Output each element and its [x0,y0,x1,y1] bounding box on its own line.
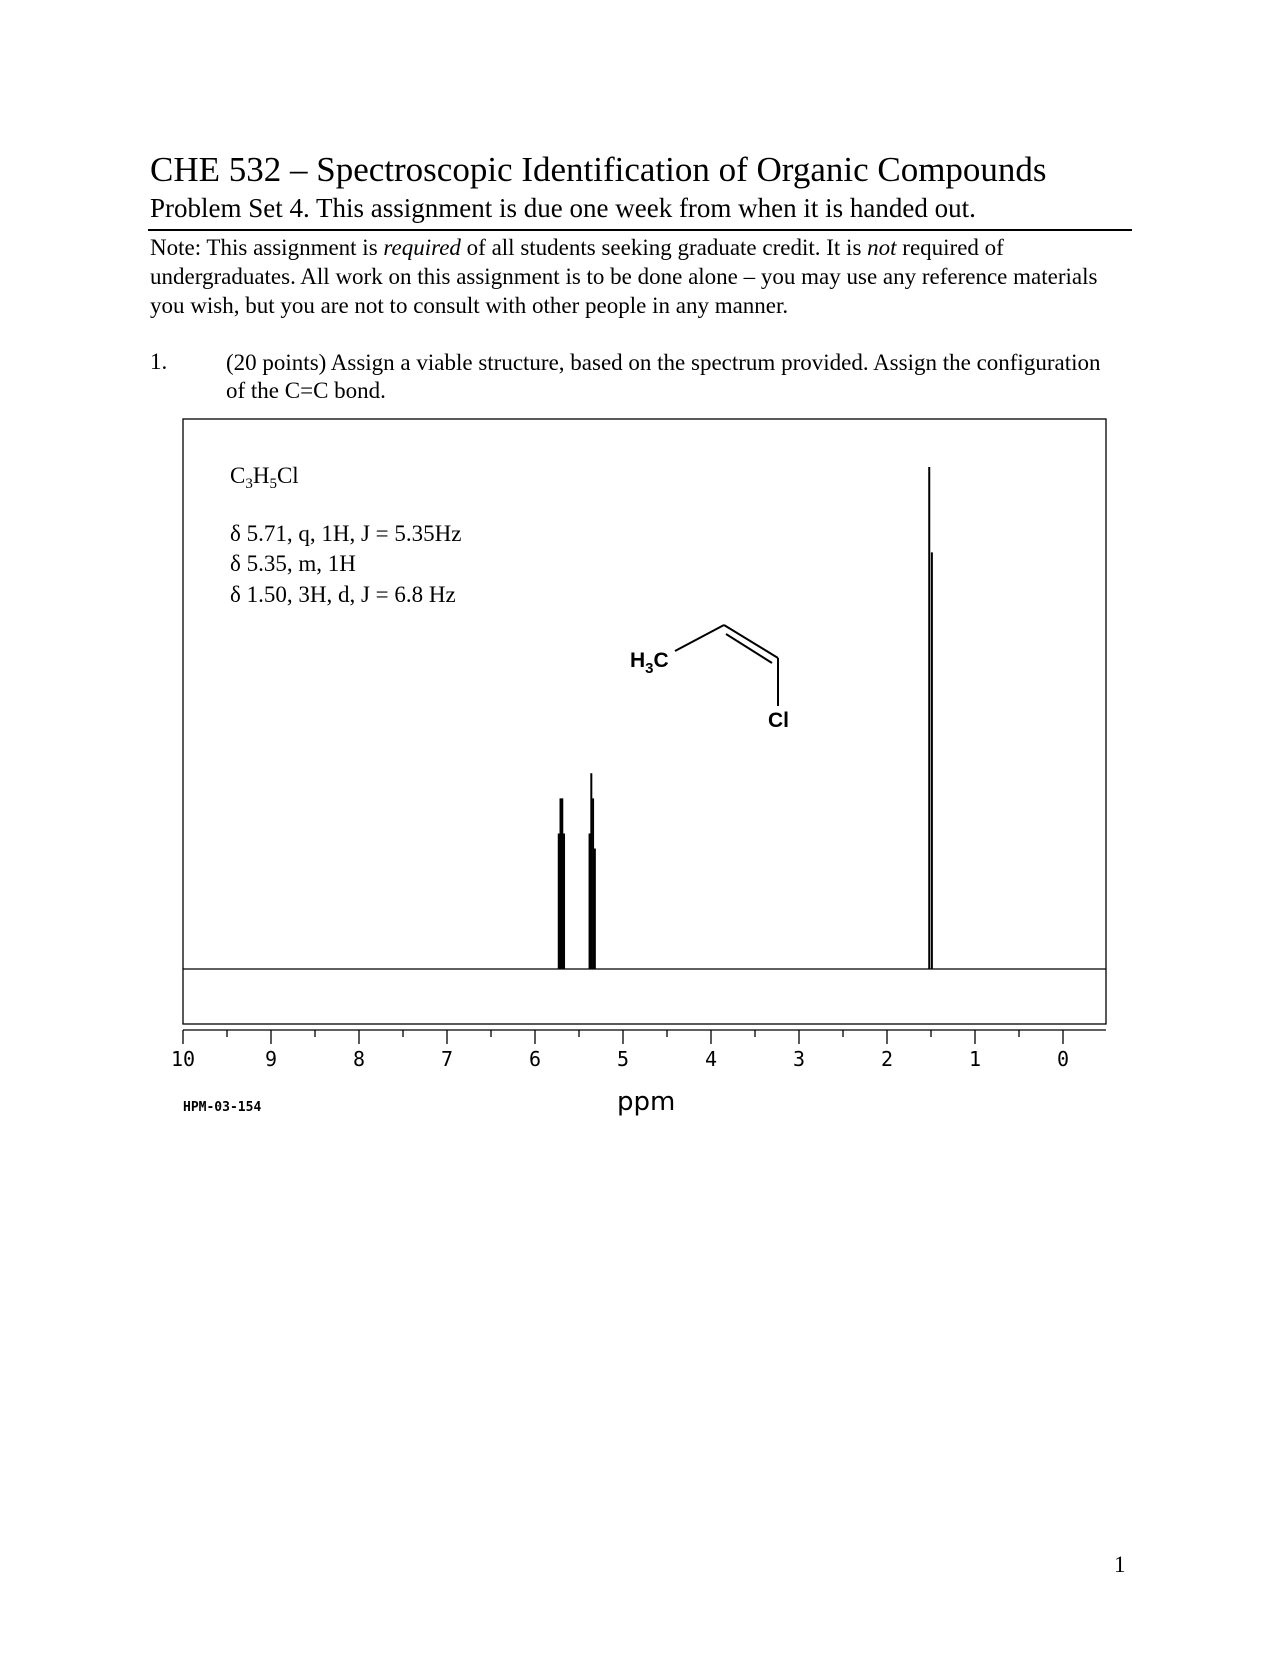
x-tick-label: 6 [528,1047,542,1071]
question-text: (20 points) Assign a viable structure, based on the spectrum provided. Assign the configuration of the C=C bond. [226,350,1101,403]
note-emphasis-not: not [867,235,897,260]
x-tick-label: 10 [170,1047,196,1071]
plot-frame [183,419,1106,1024]
document-subtitle: Problem Set 4. This assignment is due one week from when it is handed out. [150,193,976,223]
spectrum-peaks [559,467,932,969]
molecular-formula: $C_3H_5Cl$ [230,463,299,492]
note-suffix: required of undergraduates. All work on this assignment is to be done alone – you may use any reference materials you wish, but you are not to consult with other people in any manner. [150,235,1098,318]
x-axis-label: ppm [617,1087,676,1117]
x-tick-label: 9 [264,1047,278,1071]
peak-listing-3: δ 1.50, 3H, d, J = 6.8 Hz [230,582,456,607]
sample-id: HPM-03-154 [183,1100,262,1115]
question-number: 1. [150,349,168,374]
page-number: 1 [1114,1552,1126,1577]
x-tick-label: 1 [968,1047,982,1071]
peak-listing-1: δ 5.71, q, 1H, J = 5.35Hz [230,521,462,546]
bond-methyl-vinyl [675,625,724,651]
chloro-label: Cl [768,709,789,732]
note-middle: of all students seeking graduate credit. It is [460,235,868,260]
peak-listing-2: δ 5.35, m, 1H [230,551,356,576]
x-tick-label: 0 [1056,1047,1070,1071]
double-bond-inner [726,634,772,663]
document-title: CHE 532 – Spectroscopic Identification of Organic Compounds [150,150,1047,189]
double-bond-outer [724,625,778,658]
x-tick-label: 7 [440,1047,454,1071]
note-emphasis-required: required [383,235,461,260]
x-axis-ticks [171,1030,1069,1071]
x-tick-label: 4 [704,1047,718,1071]
methyl-label: $H_3C$ [630,649,669,677]
note-prefix: Note: This assignment is [150,235,384,260]
x-tick-label: 8 [352,1047,366,1071]
chemical-structure [630,625,789,732]
x-tick-label: 5 [616,1047,630,1071]
x-tick-label: 2 [880,1047,894,1071]
x-tick-label: 3 [792,1047,806,1071]
